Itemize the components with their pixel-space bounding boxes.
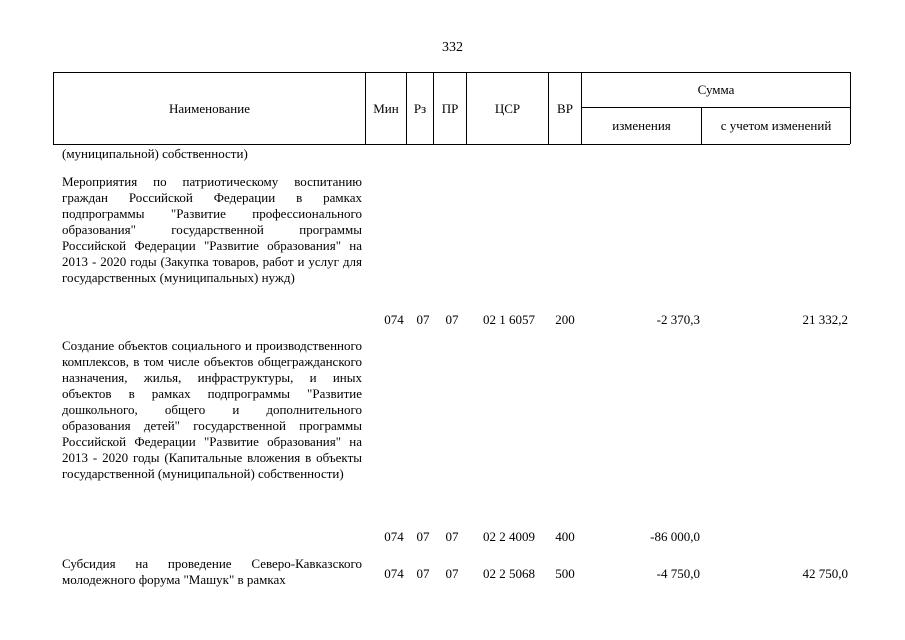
- row-total: 21 332,2: [802, 312, 848, 327]
- row-min: 074: [384, 566, 404, 581]
- row-name: (муниципальной) собственности): [62, 146, 248, 161]
- header-with-change: с учетом изменений: [720, 118, 832, 133]
- row-name: Создание объектов социального и производственного комплексов, в том числе объектов общегражданского назначения, жилья, инфраструктуры, и иных объектов в рамках подпрограммы "Развитие дошкольного, общего и дополнительного образования детей" государственной программы Российской Федерации "Развитие образования" на 2013 - 2020 годы (Капитальные вложения в объекты государственной (муниципальной) собственности): [62, 338, 362, 481]
- row-pr: 07: [445, 566, 459, 581]
- header-min: Мин: [373, 100, 399, 116]
- row-min: 074: [384, 312, 404, 327]
- row-name: Субсидия на проведение Северо-Кавказского молодежного форума "Машук" в рамках: [62, 556, 362, 587]
- row-change: -86 000,0: [650, 529, 700, 544]
- row-vr: 500: [555, 566, 575, 581]
- row-csr: 02 1 6057: [483, 312, 535, 327]
- row-vr: 400: [555, 529, 575, 544]
- row-csr: 02 2 5068: [483, 566, 535, 581]
- header-vr: ВР: [557, 100, 573, 116]
- row-vr: 200: [555, 312, 575, 327]
- row-pr: 07: [445, 312, 459, 327]
- row-name: Мероприятия по патриотическому воспитанию граждан Российской Федерации в рамках подпрограммы "Развитие профессионального образования" государственной программы Российской Федерации "Развитие образования" на 2013 - 2020 годы (Закупка товаров, работ и услуг для государственных (муниципальных) нужд): [62, 174, 362, 285]
- row-change: -2 370,3: [656, 312, 700, 327]
- header-rz: Рз: [413, 100, 427, 116]
- row-csr: 02 2 4009: [483, 529, 535, 544]
- row-total: 42 750,0: [802, 566, 848, 581]
- row-rz: 07: [416, 529, 430, 544]
- row-rz: 07: [416, 566, 430, 581]
- row-min: 074: [384, 529, 404, 544]
- row-pr: 07: [445, 529, 459, 544]
- row-change: -4 750,0: [656, 566, 700, 581]
- header-bottom-border: [53, 144, 850, 145]
- page-number: 332: [442, 40, 463, 55]
- header-pr: ПР: [441, 100, 459, 116]
- header-change: изменения: [612, 118, 671, 133]
- header-right-border: [850, 72, 851, 144]
- header-csr: ЦСР: [494, 100, 521, 116]
- row-rz: 07: [416, 312, 430, 327]
- header-sum: Сумма: [697, 82, 735, 97]
- header-name: Наименование: [169, 100, 250, 116]
